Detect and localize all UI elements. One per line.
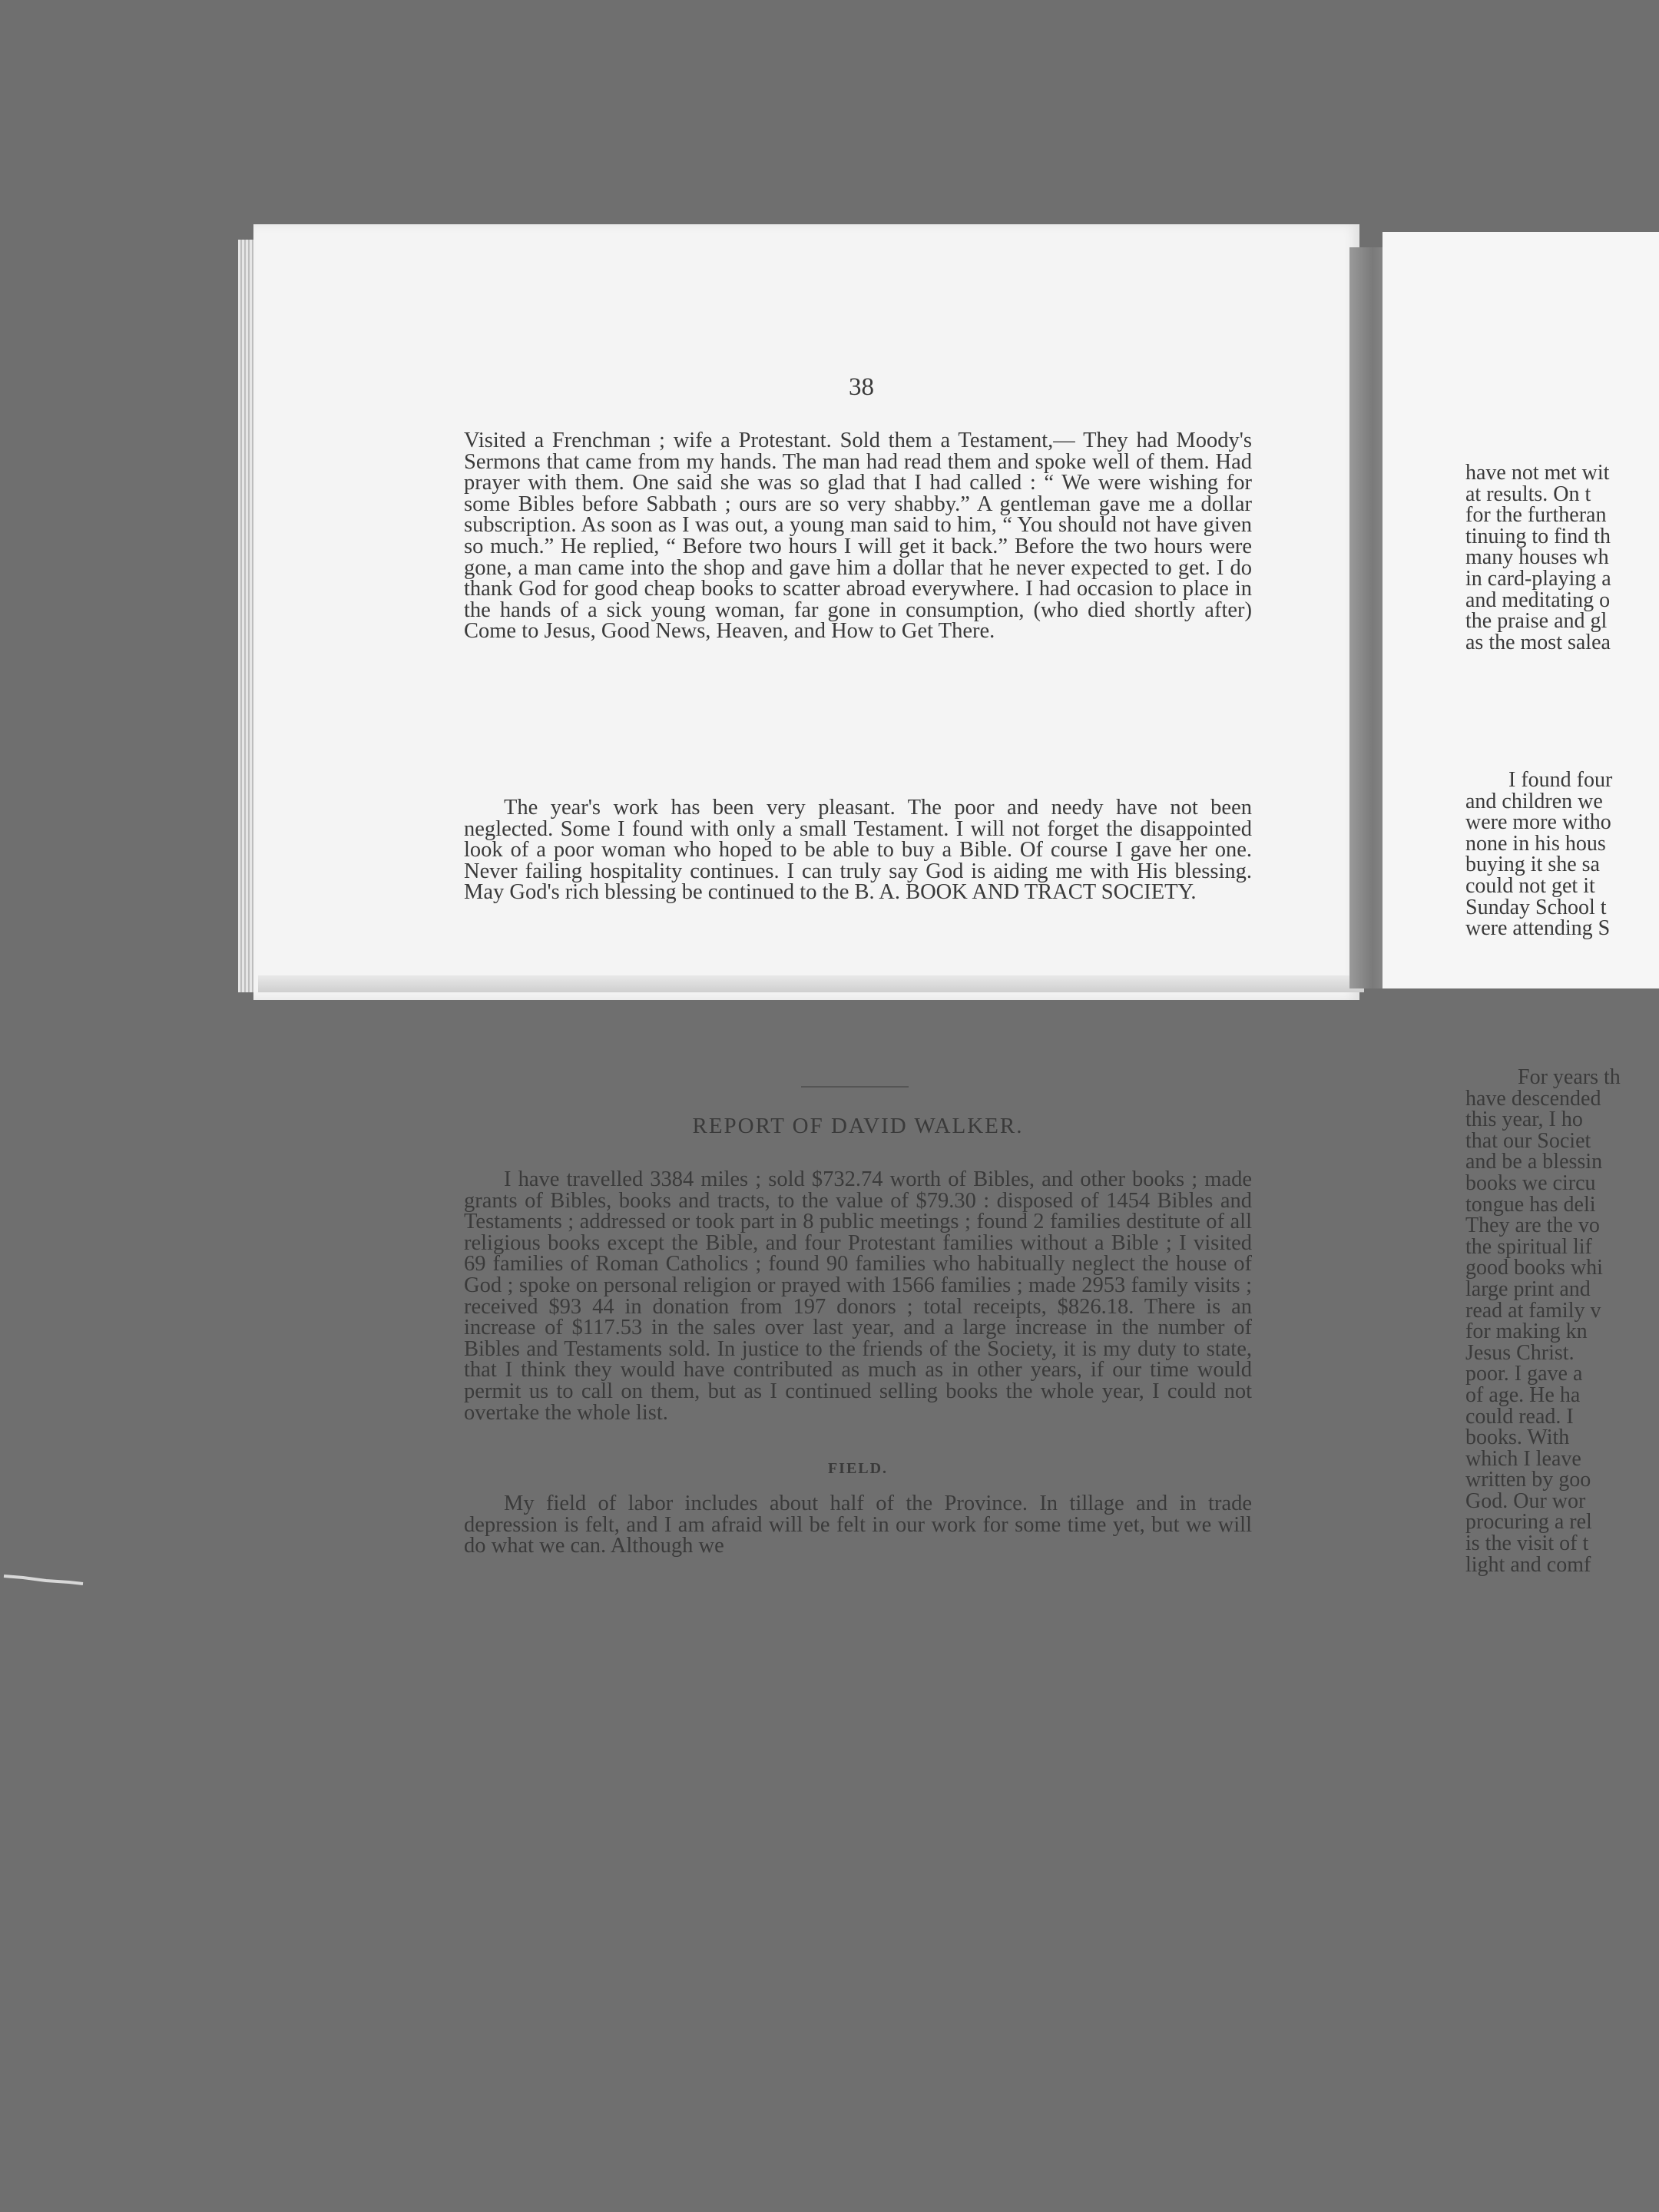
paragraph-text: Visited a Frenchman ; wife a Protestant. Sold them a Testament,— They had Moody's Sermons that came from my hands. The man had read them and spoke well of them. Had prayer with them. One said she was so glad that I had called : “ We were wishing for some Bibles before Sabbath ; ours are so very shabby.” A gentleman gave me a dollar subscription. As soon as I was out, a young man said to him, “ You should not have given so much.” He replied, “ Before two hours I will get it back.” Before the two hours were gone, a man came into the shop and gave him a dollar that he never expected to get. I do thank God for good cheap books to scatter abroad everywhere. I had occasion to place in the hands of a sick young woman, far gone in consumption, (who died shortly after) Come to Jesus, Good News, Heaven, and How to Get There. — [464, 429, 1252, 644]
right-line: many houses wh — [1465, 545, 1609, 570]
right-line: none in his hous — [1465, 831, 1606, 856]
right-line: as the most salea — [1465, 630, 1611, 654]
right-line: written by goo — [1465, 1468, 1591, 1492]
right-page-block-1 — [1465, 462, 1659, 653]
right-line: books. With — [1465, 1426, 1570, 1450]
scan-debris-mark — [0, 1567, 84, 1590]
right-page-block-3 — [1465, 1067, 1659, 1575]
paragraph-years-work — [464, 797, 1252, 903]
page-number: 38 — [849, 373, 874, 401]
right-line: the spiritual lif — [1465, 1234, 1592, 1259]
right-line: books we circu — [1465, 1171, 1596, 1195]
report-paragraph — [464, 1169, 1252, 1423]
paragraph-text: I have travelled 3384 miles ; sold $732.74 worth of Bibles, and other books ; made grants of Bibles, books and tracts, to the value of $79.30 : disposed of 1454 Bibles and Testaments ; addressed or took part in 8 public meetings ; found 2 families destitute of all religious books except the Bible, and four Protestant families without a Bible ; I visited 69 families of Roman Catholics ; found 90 families who habitually neglect the house of God ; spoke on personal religion or prayed with 1566 families ; made 2953 family visits ; received $93 44 in donation from 197 donors ; total receipts, $826.18. There is an increase of $117.53 in the sales over last year, and a large increase in the number of Bibles and Testaments sold. In justice to the friends of the Society, it is my duty to state, that I think they would have contributed as much as in other years, if our time would permit us to call on them, but as I continued selling books the whole year, I could not overtake the whole list. — [464, 1167, 1252, 1425]
right-line: God. Our wor — [1465, 1488, 1586, 1513]
right-line: poor. I gave a — [1465, 1362, 1583, 1386]
right-line: at results. On t — [1465, 482, 1591, 506]
field-heading: FIELD. — [827, 1460, 889, 1477]
right-line: that our Societ — [1465, 1128, 1591, 1153]
right-line: tinuing to find th — [1465, 524, 1611, 548]
right-line: Jesus Christ. — [1465, 1340, 1575, 1365]
right-line: could read. I — [1465, 1404, 1574, 1429]
right-line: have descended — [1465, 1086, 1601, 1111]
right-line: is the visit of t — [1465, 1532, 1589, 1556]
paragraph-text: The year's work has been very pleasant. The poor and needy have not been neglected. Some I found with only a small Testament. I will not forget the disappointed look of a poor woman who hoped to be able to buy a Bible. Of course I gave her one. Never failing hospitality continues. I can truly say God is aiding me with His blessing. May God's rich blessing be continued to the B. A. BOOK AND TRACT SOCIETY. — [464, 796, 1252, 905]
right-line: have not met wit — [1465, 461, 1610, 485]
right-line: light and comf — [1465, 1552, 1591, 1577]
right-line: and be a blessin — [1465, 1150, 1603, 1174]
right-line: tongue has deli — [1465, 1192, 1596, 1217]
right-line: They are the vo — [1465, 1214, 1600, 1238]
report-heading: REPORT OF DAVID WALKER. — [692, 1114, 1024, 1138]
right-line: could not get it — [1465, 873, 1595, 898]
right-line: the praise and gl — [1465, 609, 1608, 634]
right-line: good books whi — [1465, 1256, 1603, 1280]
right-line: read at family v — [1465, 1298, 1601, 1323]
right-line: for making kn — [1465, 1320, 1588, 1344]
right-line: and children we — [1465, 789, 1603, 813]
right-line: this year, I ho — [1465, 1108, 1583, 1132]
right-page-block-2 — [1465, 770, 1659, 939]
right-line: which I leave — [1465, 1446, 1581, 1471]
right-line: For years th — [1518, 1065, 1621, 1089]
right-line: and meditating o — [1465, 588, 1611, 612]
left-page-bottom-edge — [258, 975, 1364, 992]
right-line: in card-playing a — [1465, 566, 1611, 591]
right-line: were attending S — [1465, 916, 1611, 941]
right-line: Sunday School t — [1465, 895, 1607, 919]
right-line: buying it she sa — [1465, 853, 1600, 877]
section-divider — [801, 1086, 909, 1088]
field-paragraph — [464, 1493, 1252, 1557]
right-line: for the furtheran — [1465, 503, 1607, 528]
right-line: I found four — [1508, 768, 1613, 792]
paragraph-frenchman-visit — [464, 430, 1252, 642]
right-line: large print and — [1465, 1277, 1591, 1301]
right-line: procuring a rel — [1465, 1510, 1592, 1535]
right-line: were more witho — [1465, 810, 1611, 835]
paragraph-text: My field of labor includes about half of the Province. In tillage and in trade depression is felt, and I am afraid will be felt in our work for some time yet, but we will do what we can. Although we — [464, 1492, 1252, 1558]
right-line: of age. He ha — [1465, 1382, 1581, 1407]
